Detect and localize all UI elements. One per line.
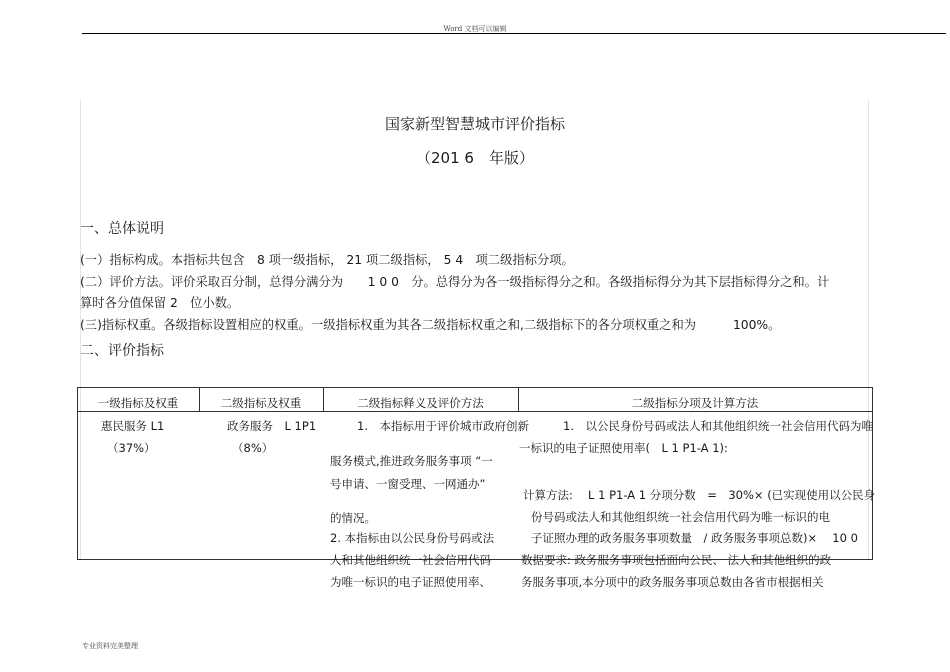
section-heading-overview: 一、总体说明 xyxy=(80,221,164,237)
paragraph-composition: (一）指标构成。本指标共包含 8 项一级指标， 21 项二级指标， 5 4 项二级指标分项。 xyxy=(80,253,574,267)
cell-definition-line: 的情况。 xyxy=(330,511,376,525)
table-top-border xyxy=(77,387,873,388)
cell-definition-line: 人和其他组织统一社会信用代码 xyxy=(330,553,491,567)
cell-definition-line: 号申请、一窗受理、一网通办” xyxy=(330,477,486,491)
section-heading-indicators: 二、评价指标 xyxy=(80,343,164,359)
cell-calculation-line: 务服务事项,本分项中的政务服务事项总数由各省市根据相关 xyxy=(521,575,824,589)
cell-calculation-line: 份号码或法人和其他组织统一社会信用代码为唯一标识的电 xyxy=(531,510,830,524)
cell-calculation-line: 子证照办理的政务服务事项数量 / 政务服务事项总数)× 10 0 xyxy=(531,531,858,545)
cell-definition-line: 1. 本指标用于评价城市政府创新 xyxy=(357,419,529,433)
cell-level2-weight: （8%） xyxy=(232,441,274,455)
cell-definition-line: 为唯一标识的电子证照使用率、 xyxy=(330,575,491,589)
cell-level1-name: 惠民服务 L1 xyxy=(101,419,165,433)
page-footer-text: 专业资料完美整理 xyxy=(82,642,138,650)
cell-calculation-line: 一标识的电子证照使用率( L 1 P1-A 1): xyxy=(519,441,728,455)
document-subtitle: （201 6 年版） xyxy=(416,149,534,167)
cell-level1-weight: （37%） xyxy=(107,441,156,455)
cell-calculation-line: 计算方法: L 1 P1-A 1 分项分数 = 30%× (已实现使用以公民身 xyxy=(523,488,876,502)
paragraph-method-line2: 算时各分值保留 2 位小数。 xyxy=(80,296,240,310)
cell-definition-line: 服务模式,推进政务服务事项 “一 xyxy=(330,454,493,468)
table-header-bottom-border xyxy=(77,411,873,412)
cell-calculation-line: 数据要求: 政务服务事项包括面向公民、 法人和其他组织的政 xyxy=(521,553,832,567)
table-header-calculation: 二级指标分项及计算方法 xyxy=(631,396,759,410)
table-border-col4 xyxy=(872,387,873,560)
table-header-definition: 二级指标释义及评价方法 xyxy=(357,396,484,410)
page-header-text: Word 文档可以编辑 xyxy=(443,25,507,33)
cell-definition-line: 2. 本指标由以公民身份号码或法 xyxy=(330,531,495,545)
cell-level2-name: 政务服务 L 1P1 xyxy=(227,419,317,433)
paragraph-weights: (三)指标权重。各级指标设置相应的权重。一级指标权重为其各二级指标权重之和,二级指标下的各分项权重之和为 100%。 xyxy=(80,318,781,332)
table-header-level2: 二级指标及权重 xyxy=(220,396,302,410)
cell-calculation-line: 1. 以公民身份号码或法人和其他组织统一社会信用代码为唯 xyxy=(563,419,873,433)
paragraph-method-line1: (二）评价方法。评价采取百分制，总得分满分为 1 0 0 分。总得分为各一级指标得分之和。各级指标得分为其下层指标得分之和。计 xyxy=(80,275,830,289)
header-rule xyxy=(82,33,946,34)
document-title: 国家新型智慧城市评价指标 xyxy=(384,115,565,133)
table-border-col0 xyxy=(77,387,78,560)
table-header-level1: 一级指标及权重 xyxy=(97,396,179,410)
